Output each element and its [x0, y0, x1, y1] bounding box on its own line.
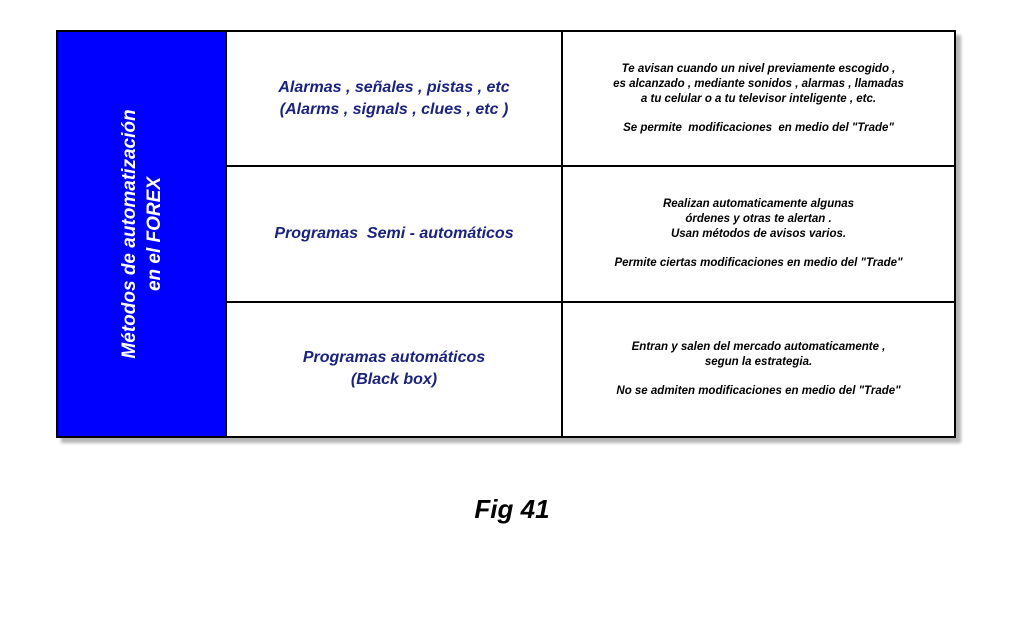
row-alarms [227, 32, 954, 167]
method-line: Programas Semi - automáticos [274, 224, 514, 242]
rows [227, 32, 954, 436]
method-line: Programas automáticos [302, 349, 486, 367]
description-line: segun la estrategia. [704, 355, 813, 368]
description-note: Se permite modificaciones en medio del "Trade" [623, 121, 894, 134]
method-cell [227, 32, 563, 165]
method-cell [227, 167, 563, 300]
description-line: Entran y salen del mercado automaticamente , [631, 340, 886, 353]
method-line: (Black box) [350, 371, 438, 389]
description-line: Usan métodos de avisos varios. [670, 227, 847, 240]
side-label [117, 109, 167, 358]
method-cell [227, 303, 563, 436]
method-line: Alarmas , señales , pistas , etc [278, 78, 510, 96]
description-note: No se admiten modificaciones en medio del "Trade" [616, 384, 901, 397]
description-line: Realizan automaticamente algunas [662, 197, 855, 210]
description-cell [563, 167, 954, 300]
description-cell [563, 32, 954, 165]
description-note: Permite ciertas modificaciones en medio del "Trade" [614, 256, 903, 269]
description-line: órdenes y otras te alertan . [685, 212, 832, 225]
description-line: Te avisan cuando un nivel previamente escogido , [621, 62, 896, 75]
side-panel [58, 32, 227, 436]
description-line: es alcanzado , mediante sonidos , alarmas , llamadas [613, 77, 904, 90]
description-cell [563, 303, 954, 436]
side-label-line-1: Métodos de automatización [118, 109, 140, 359]
method-line: (Alarms , signals , clues , etc ) [279, 100, 509, 118]
figure-caption: Fig 41 [474, 494, 550, 524]
row-automatic [227, 303, 954, 436]
side-label-line-2: en el FOREX [143, 176, 165, 292]
description-line: a tu celular o a tu televisor inteligente , etc. [640, 92, 877, 105]
automation-methods-table [56, 30, 956, 438]
row-semi-automatic [227, 167, 954, 302]
